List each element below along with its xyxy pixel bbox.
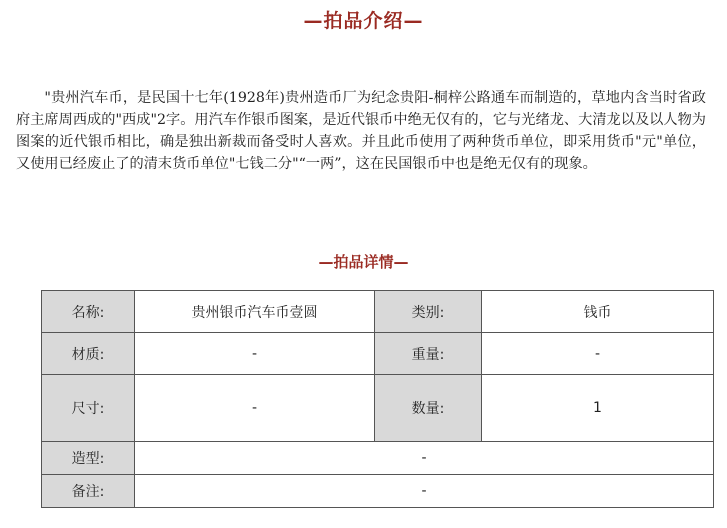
material-value: -	[135, 333, 375, 375]
shape-value: -	[135, 442, 714, 475]
quantity-label: 数量:	[375, 375, 482, 442]
shape-label: 造型:	[42, 442, 135, 475]
details-section-title: —拍品详情—	[318, 253, 409, 271]
size-value: -	[135, 375, 375, 442]
weight-value: -	[482, 333, 714, 375]
table-row	[42, 333, 714, 375]
weight-label: 重量:	[375, 333, 482, 375]
size-label: 尺寸:	[42, 375, 135, 442]
category-label: 类别:	[375, 291, 482, 333]
name-label: 名称:	[42, 291, 135, 333]
material-label: 材质:	[42, 333, 135, 375]
category-value: 钱币	[482, 291, 714, 333]
note-value: -	[135, 475, 714, 508]
table-row	[42, 291, 714, 333]
table-row	[42, 475, 714, 508]
note-label: 备注:	[42, 475, 135, 508]
intro-section-title: —拍品介绍—	[303, 10, 424, 32]
intro-paragraph: "贵州汽车币，是民国十七年(1928年)贵州造币厂为纪念贵阳-桐梓公路通车而制造的，草地内含当时省政府主席周西成的"西成"2字。用汽车作银币图案，是近代银币中绝无仅有的，它与光绪龙、大清龙以及以人物为图案的近代银币相比，确是独出新裁而备受时人喜欢。并且此币使用了两种货币单位，即采用货币"元"单位，又使用已经废止了的清末货币单位"七钱二分"“一两”，这在民国银币中也是绝无仅有的现象。	[16, 90, 706, 172]
table-row	[42, 442, 714, 475]
quantity-value: 1	[482, 375, 714, 442]
name-value: 贵州银币汽车币壹圆	[135, 291, 375, 333]
details-table	[41, 290, 714, 508]
table-row	[42, 375, 714, 442]
